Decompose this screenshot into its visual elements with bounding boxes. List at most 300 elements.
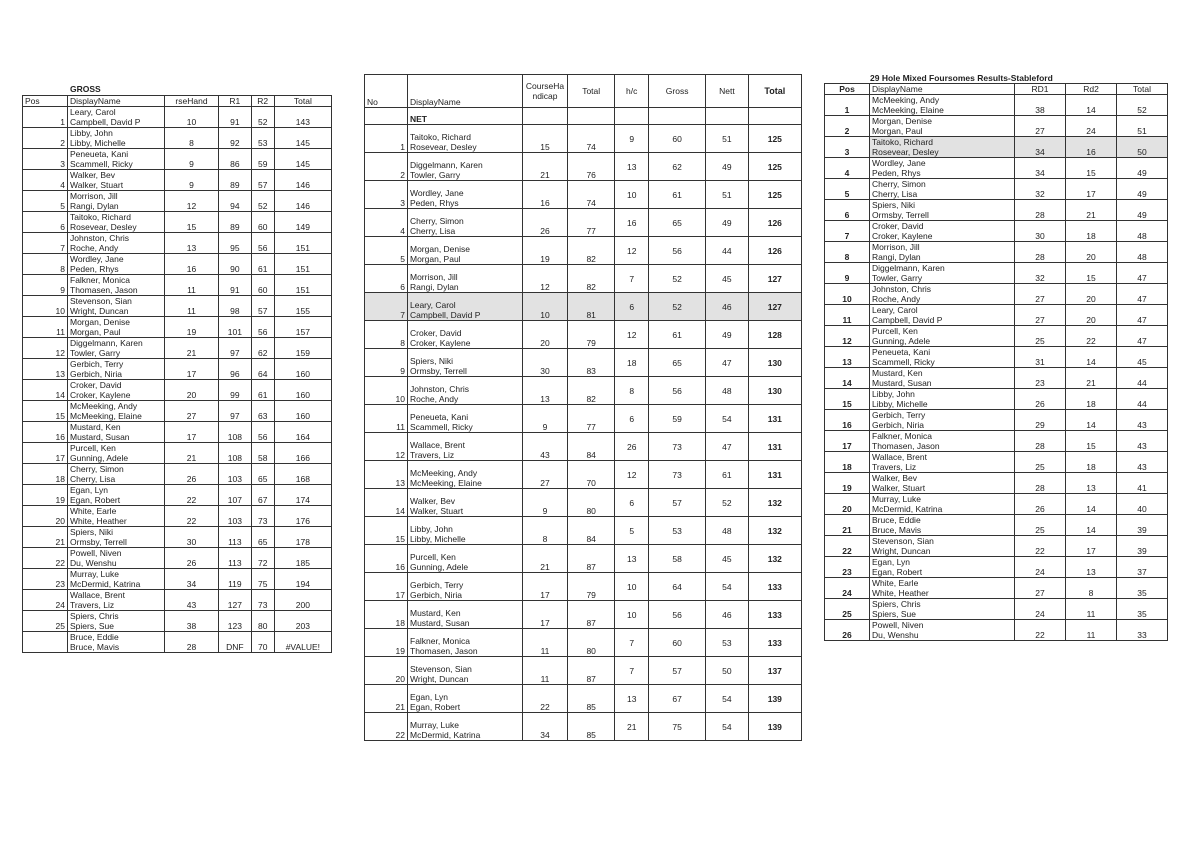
final-total-cell: 133 (748, 601, 801, 629)
r2-cell: 70 (251, 632, 274, 653)
rd1-cell: 24 (1015, 599, 1066, 620)
player-name: Purcell, Ken (872, 326, 918, 336)
final-total-cell: 126 (748, 237, 801, 265)
pair-names-cell (68, 548, 165, 569)
hc-cell: 13 (615, 685, 649, 713)
gross-cell: 73 (649, 461, 706, 489)
player-name: Cherry, Simon (70, 464, 124, 474)
pair-names-cell (408, 405, 523, 433)
player-name: Du, Wenshu (70, 558, 117, 568)
r1-cell: 103 (219, 506, 252, 527)
position-cell: 25 (825, 599, 870, 620)
rd1-cell: 34 (1015, 158, 1066, 179)
net-header-course-handicap: CourseHandicap (523, 75, 568, 108)
position-cell: 2 (825, 116, 870, 137)
gross-cell: 58 (649, 545, 706, 573)
gross-table-row (23, 380, 332, 401)
position-cell: 14 (23, 380, 68, 401)
number-cell: 21 (365, 685, 408, 713)
pair-names-cell (870, 536, 1015, 557)
position-cell: 17 (825, 431, 870, 452)
nett-cell: 46 (706, 601, 748, 629)
rd2-cell: 21 (1066, 368, 1117, 389)
gross-table-row (23, 485, 332, 506)
pair-names-cell (68, 212, 165, 233)
rd2-cell: 17 (1066, 179, 1117, 200)
rd2-cell: 21 (1066, 200, 1117, 221)
player-name: Wallace, Brent (410, 440, 465, 450)
player-name: Cherry, Lisa (410, 226, 456, 236)
r1-cell: 127 (219, 590, 252, 611)
pair-names-cell (408, 153, 523, 181)
pair-names-cell (68, 401, 165, 422)
hc-cell: 12 (615, 321, 649, 349)
pair-names-cell (408, 573, 523, 601)
player-name: Thomasen, Jason (872, 441, 940, 451)
total-cell: 200 (274, 590, 331, 611)
hc-cell: 26 (615, 433, 649, 461)
player-name: Du, Wenshu (872, 630, 919, 640)
player-name: Gunning, Adele (70, 453, 129, 463)
hc-cell: 10 (615, 181, 649, 209)
stableford-table-row (825, 494, 1168, 515)
handicap-cell: 22 (165, 485, 219, 506)
r1-cell: 103 (219, 464, 252, 485)
number-cell: 4 (365, 209, 408, 237)
stableford-header-rd1: RD1 (1015, 84, 1066, 95)
handicap-cell: 11 (165, 275, 219, 296)
gross-title: GROSS (70, 84, 101, 94)
player-name: Powell, Niven (70, 548, 122, 558)
r1-cell: 119 (219, 569, 252, 590)
course-handicap-cell: 17 (523, 601, 568, 629)
total-cell: 82 (568, 265, 615, 293)
r2-cell: 52 (251, 191, 274, 212)
player-name: Wright, Duncan (410, 674, 469, 684)
total-cell: 185 (274, 548, 331, 569)
total-cell: 81 (568, 293, 615, 321)
pair-names-cell (68, 422, 165, 443)
pair-names-cell (408, 713, 523, 741)
number-cell: 9 (365, 349, 408, 377)
handicap-cell: 26 (165, 464, 219, 485)
net-results-table (364, 74, 802, 741)
pair-names-cell (870, 557, 1015, 578)
player-name: McMeeking, Elaine (410, 478, 482, 488)
player-name: Roche, Andy (872, 294, 921, 304)
course-handicap-cell: 34 (523, 713, 568, 741)
r1-cell: 91 (219, 107, 252, 128)
pair-names-cell (870, 473, 1015, 494)
player-name: Gerbich, Terry (70, 359, 124, 369)
number-cell: 7 (365, 293, 408, 321)
total-cell: 43 (1117, 452, 1168, 473)
handicap-cell: 17 (165, 422, 219, 443)
rd1-cell: 34 (1015, 137, 1066, 158)
position-cell: 12 (23, 338, 68, 359)
course-handicap-cell: 27 (523, 461, 568, 489)
player-name: Walker, Stuart (70, 180, 124, 190)
player-name: Walker, Stuart (410, 506, 464, 516)
player-name: Morrison, Jill (872, 242, 920, 252)
stableford-table-row (825, 158, 1168, 179)
nett-cell: 46 (706, 293, 748, 321)
stableford-table-row (825, 410, 1168, 431)
rd2-cell: 14 (1066, 95, 1117, 116)
gross-header-r1: R1 (219, 96, 252, 107)
handicap-cell: 15 (165, 212, 219, 233)
gross-table-row (23, 296, 332, 317)
stableford-table-row (825, 578, 1168, 599)
stableford-table-row (825, 95, 1168, 116)
pair-names-cell (870, 410, 1015, 431)
player-name: Wright, Duncan (872, 546, 931, 556)
handicap-cell: 28 (165, 632, 219, 653)
r2-cell: 75 (251, 569, 274, 590)
pair-names-cell (408, 433, 523, 461)
position-cell: 22 (825, 536, 870, 557)
stableford-results-table (824, 83, 1168, 641)
position-cell: 8 (23, 254, 68, 275)
player-name: Stevenson, Sian (410, 664, 472, 674)
position-cell: 4 (825, 158, 870, 179)
number-cell: 13 (365, 461, 408, 489)
position-cell: 9 (825, 263, 870, 284)
final-total-cell: 132 (748, 489, 801, 517)
total-cell: 80 (568, 629, 615, 657)
gross-table-row (23, 443, 332, 464)
pair-names-cell (408, 489, 523, 517)
player-name: Croker, Kaylene (410, 338, 471, 348)
rd2-cell: 20 (1066, 242, 1117, 263)
rd2-cell: 13 (1066, 557, 1117, 578)
player-name: Powell, Niven (872, 620, 924, 630)
total-cell: #VALUE! (274, 632, 331, 653)
pair-names-cell (870, 326, 1015, 347)
pair-names-cell (408, 237, 523, 265)
player-name: Morgan, Paul (872, 126, 923, 136)
number-cell: 8 (365, 321, 408, 349)
player-name: Gerbich, Terry (872, 410, 926, 420)
total-cell: 48 (1117, 242, 1168, 263)
total-cell: 47 (1117, 263, 1168, 284)
player-name: Diggelmann, Karen (70, 338, 143, 348)
net-table-row (365, 517, 802, 545)
gross-cell: 53 (649, 517, 706, 545)
rd2-cell: 22 (1066, 326, 1117, 347)
r1-cell: 113 (219, 527, 252, 548)
rd2-cell: 14 (1066, 347, 1117, 368)
total-cell: 49 (1117, 200, 1168, 221)
pair-names-cell (870, 620, 1015, 641)
net-table-row (365, 545, 802, 573)
net-section-label: NET (408, 108, 523, 125)
total-cell: 77 (568, 405, 615, 433)
r1-cell: 97 (219, 401, 252, 422)
stableford-header-rd2: Rd2 (1066, 84, 1117, 95)
player-name: Roche, Andy (70, 243, 119, 253)
player-name: Campbell, David P (70, 117, 141, 127)
position-cell: 3 (23, 149, 68, 170)
position-cell: 22 (23, 548, 68, 569)
total-cell: 35 (1117, 578, 1168, 599)
course-handicap-cell: 26 (523, 209, 568, 237)
position-cell: 16 (825, 410, 870, 431)
total-cell: 145 (274, 128, 331, 149)
number-cell: 14 (365, 489, 408, 517)
total-cell: 44 (1117, 389, 1168, 410)
rd1-cell: 25 (1015, 326, 1066, 347)
net-table-row (365, 601, 802, 629)
nett-cell: 48 (706, 377, 748, 405)
player-name: Bruce, Eddie (70, 632, 119, 642)
pair-names-cell (408, 601, 523, 629)
player-name: McMeeking, Elaine (70, 411, 142, 421)
player-name: Towler, Garry (410, 170, 461, 180)
player-name: Scammell, Ricky (70, 159, 133, 169)
net-table-row (365, 377, 802, 405)
r2-cell: 80 (251, 611, 274, 632)
hc-cell: 21 (615, 713, 649, 741)
player-name: Leary, Carol (872, 305, 918, 315)
gross-table-row (23, 317, 332, 338)
player-name: Croker, David (872, 221, 924, 231)
stableford-table-row (825, 242, 1168, 263)
player-name: Roche, Andy (410, 394, 459, 404)
net-table-row (365, 293, 802, 321)
total-cell: 70 (568, 461, 615, 489)
pair-names-cell (408, 517, 523, 545)
hc-cell: 6 (615, 489, 649, 517)
gross-table-row (23, 527, 332, 548)
gross-cell: 65 (649, 349, 706, 377)
r2-cell: 67 (251, 485, 274, 506)
total-cell: 87 (568, 601, 615, 629)
player-name: Purcell, Ken (70, 443, 116, 453)
position-cell: 15 (825, 389, 870, 410)
number-cell: 2 (365, 153, 408, 181)
gross-table-row (23, 464, 332, 485)
player-name: Murray, Luke (70, 569, 119, 579)
r1-cell: 86 (219, 149, 252, 170)
total-cell: 74 (568, 125, 615, 153)
handicap-cell: 21 (165, 443, 219, 464)
net-header-no: No (365, 75, 408, 108)
gross-header-name: DisplayName (68, 96, 165, 107)
player-name: Rosevear, Desley (410, 142, 477, 152)
total-cell: 43 (1117, 410, 1168, 431)
player-name: Gunning, Adele (872, 336, 931, 346)
pair-names-cell (408, 125, 523, 153)
stableford-table-row (825, 599, 1168, 620)
player-name: Bruce, Mavis (872, 525, 922, 535)
pair-names-cell (68, 233, 165, 254)
pair-names-cell (408, 293, 523, 321)
pair-names-cell (870, 515, 1015, 536)
number-cell: 6 (365, 265, 408, 293)
course-handicap-cell: 19 (523, 237, 568, 265)
player-name: Towler, Garry (70, 348, 121, 358)
final-total-cell: 139 (748, 685, 801, 713)
hc-cell: 7 (615, 657, 649, 685)
player-name: Morgan, Denise (410, 244, 471, 254)
hc-cell: 10 (615, 573, 649, 601)
gross-table-row (23, 422, 332, 443)
r1-cell: 89 (219, 212, 252, 233)
player-name: Spiers, Niki (70, 527, 113, 537)
position-cell: 11 (23, 317, 68, 338)
player-name: Taitoko, Richard (410, 132, 471, 142)
r1-cell: 108 (219, 422, 252, 443)
player-name: McDermid, Katrina (872, 504, 943, 514)
number-cell: 10 (365, 377, 408, 405)
pair-names-cell (68, 275, 165, 296)
handicap-cell: 22 (165, 506, 219, 527)
player-name: Egan, Lyn (410, 692, 448, 702)
total-cell: 155 (274, 296, 331, 317)
gross-cell: 60 (649, 125, 706, 153)
total-cell: 85 (568, 685, 615, 713)
gross-table-row (23, 338, 332, 359)
gross-table-row (23, 632, 332, 653)
number-cell: 17 (365, 573, 408, 601)
player-name: Stevenson, Sian (70, 296, 132, 306)
net-header-gross: Gross (649, 75, 706, 108)
player-name: Wallace, Brent (872, 452, 927, 462)
total-cell: 79 (568, 573, 615, 601)
course-handicap-cell: 11 (523, 657, 568, 685)
r1-cell: DNF (219, 632, 252, 653)
net-table-row (365, 209, 802, 237)
total-cell: 47 (1117, 284, 1168, 305)
player-name: Gerbich, Niria (70, 369, 122, 379)
handicap-cell: 27 (165, 401, 219, 422)
pair-names-cell (68, 380, 165, 401)
net-table-row (365, 489, 802, 517)
gross-table-row (23, 506, 332, 527)
hc-cell: 8 (615, 377, 649, 405)
gross-table-row (23, 149, 332, 170)
stableford-table-row (825, 221, 1168, 242)
stableford-table-row (825, 347, 1168, 368)
gross-cell: 57 (649, 657, 706, 685)
player-name: Diggelmann, Karen (410, 160, 483, 170)
player-name: Libby, John (70, 128, 113, 138)
total-cell: 166 (274, 443, 331, 464)
player-name: Wordley, Jane (70, 254, 124, 264)
gross-cell: 59 (649, 405, 706, 433)
pair-names-cell (68, 359, 165, 380)
player-name: Egan, Lyn (70, 485, 108, 495)
handicap-cell: 13 (165, 233, 219, 254)
total-cell: 37 (1117, 557, 1168, 578)
player-name: Egan, Lyn (872, 557, 910, 567)
player-name: Morrison, Jill (70, 191, 118, 201)
handicap-cell: 12 (165, 191, 219, 212)
player-name: Egan, Robert (70, 495, 121, 505)
position-cell: 26 (825, 620, 870, 641)
player-name: Morgan, Paul (410, 254, 461, 264)
course-handicap-cell: 21 (523, 153, 568, 181)
nett-cell: 49 (706, 153, 748, 181)
player-name: White, Earle (872, 578, 919, 588)
pair-names-cell (408, 321, 523, 349)
rd2-cell: 18 (1066, 452, 1117, 473)
player-name: Leary, Carol (70, 107, 116, 117)
r2-cell: 72 (251, 548, 274, 569)
final-total-cell: 130 (748, 349, 801, 377)
player-name: Taitoko, Richard (872, 137, 933, 147)
player-name: Mustard, Susan (410, 618, 470, 628)
position-cell: 3 (825, 137, 870, 158)
hc-cell: 13 (615, 545, 649, 573)
hc-cell: 12 (615, 461, 649, 489)
player-name: McMeeking, Elaine (872, 105, 944, 115)
final-total-cell: 132 (748, 517, 801, 545)
pair-names-cell (870, 137, 1015, 158)
player-name: Mustard, Susan (872, 378, 932, 388)
total-cell: 49 (1117, 158, 1168, 179)
position-cell: 24 (23, 590, 68, 611)
player-name: Mustard, Susan (70, 432, 130, 442)
total-cell: 168 (274, 464, 331, 485)
total-cell: 76 (568, 153, 615, 181)
net-header-final-total: Total (748, 75, 801, 108)
r1-cell: 90 (219, 254, 252, 275)
r2-cell: 60 (251, 212, 274, 233)
gross-cell: 62 (649, 153, 706, 181)
nett-cell: 53 (706, 629, 748, 657)
handicap-cell: 38 (165, 611, 219, 632)
gross-cell: 52 (649, 293, 706, 321)
position-cell: 14 (825, 368, 870, 389)
number-cell: 12 (365, 433, 408, 461)
net-table-row (365, 237, 802, 265)
pair-names-cell (870, 494, 1015, 515)
nett-cell: 54 (706, 405, 748, 433)
player-name: Spiers, Niki (410, 356, 453, 366)
total-cell: 176 (274, 506, 331, 527)
total-cell: 47 (1117, 326, 1168, 347)
total-cell: 164 (274, 422, 331, 443)
pair-names-cell (68, 317, 165, 338)
gross-cell: 56 (649, 237, 706, 265)
position-cell: 15 (23, 401, 68, 422)
stableford-header-name: DisplayName (870, 84, 1015, 95)
player-name: Peden, Rhys (872, 168, 921, 178)
pair-names-cell (68, 485, 165, 506)
total-cell: 50 (1117, 137, 1168, 158)
total-cell: 74 (568, 181, 615, 209)
handicap-cell: 26 (165, 548, 219, 569)
final-total-cell: 133 (748, 573, 801, 601)
pair-names-cell (870, 95, 1015, 116)
total-cell: 52 (1117, 95, 1168, 116)
player-name: McMeeking, Andy (410, 468, 478, 478)
handicap-cell: 17 (165, 359, 219, 380)
player-name: McMeeking, Andy (70, 401, 138, 411)
number-cell: 1 (365, 125, 408, 153)
number-cell: 3 (365, 181, 408, 209)
total-cell: 87 (568, 545, 615, 573)
player-name: Wallace, Brent (70, 590, 125, 600)
stableford-title: 29 Hole Mixed Foursomes Results-Stableford (870, 73, 1053, 83)
total-cell: 77 (568, 209, 615, 237)
nett-cell: 49 (706, 209, 748, 237)
player-name: Wordley, Jane (410, 188, 464, 198)
player-name: Libby, Michelle (872, 399, 928, 409)
pair-names-cell (408, 265, 523, 293)
